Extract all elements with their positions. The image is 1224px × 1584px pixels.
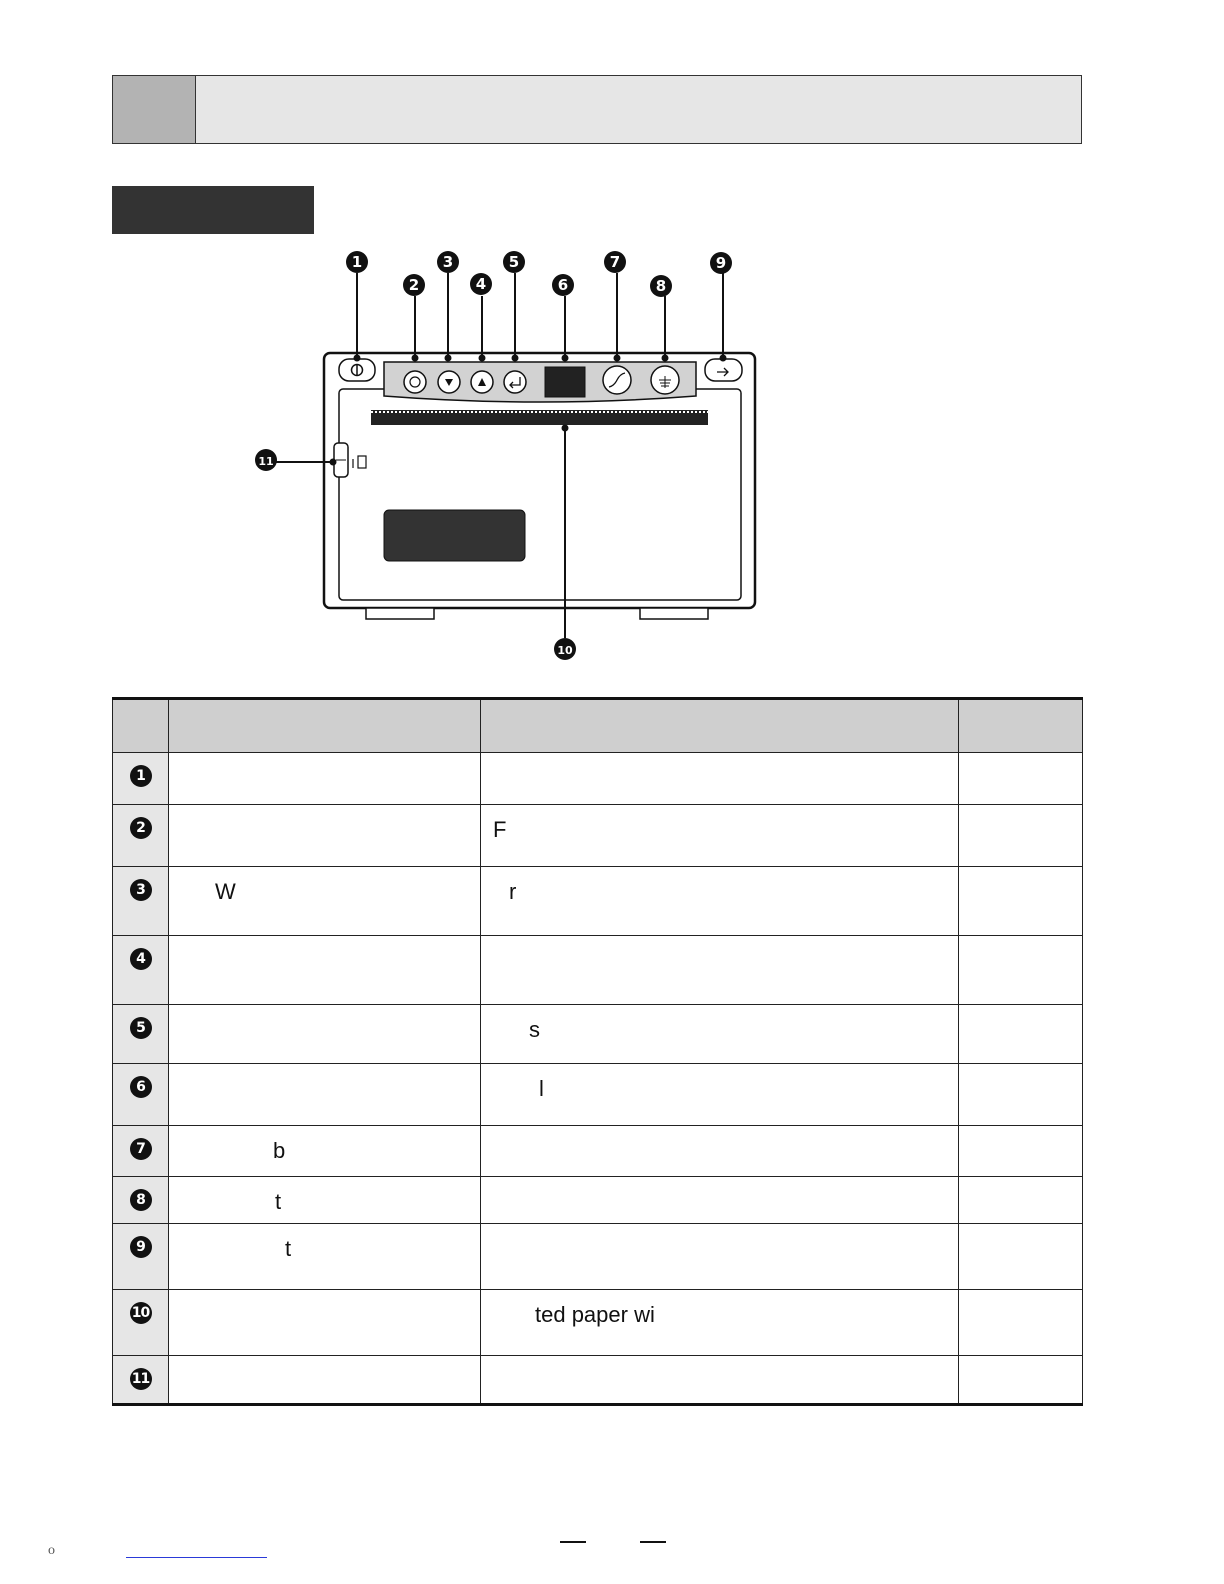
table-row <box>113 1290 1083 1356</box>
footer-dash-right <box>640 1541 666 1543</box>
part-function <box>481 1290 959 1356</box>
row-number <box>113 936 169 1005</box>
reference-page-text <box>959 867 1082 879</box>
part-name-text <box>169 936 480 948</box>
part-function <box>481 753 959 805</box>
door-open-button <box>705 359 742 381</box>
reference-page-text <box>959 1290 1082 1302</box>
row-number-text: 1 <box>130 765 152 787</box>
row-number-text: 8 <box>130 1189 152 1211</box>
display-window <box>545 367 585 397</box>
part-name-text <box>169 1005 480 1017</box>
row-number-text: 7 <box>130 1138 152 1160</box>
callout-2: 2 <box>408 276 420 294</box>
part-name-text <box>169 1356 480 1368</box>
row-number <box>113 805 169 867</box>
reference-page <box>959 753 1083 805</box>
row-number-text: 2 <box>130 817 152 839</box>
part-name-text <box>169 753 480 765</box>
part-name <box>169 1005 481 1064</box>
part-function-text <box>481 936 958 948</box>
reference-page-text <box>959 936 1082 948</box>
row-number-text: 5 <box>130 1017 152 1039</box>
part-name-text: t <box>285 1236 292 1261</box>
table-row <box>113 805 1083 867</box>
part-name <box>169 753 481 805</box>
row-number <box>113 1356 169 1405</box>
header-tab <box>113 76 196 143</box>
reference-page <box>959 1290 1083 1356</box>
part-name-text: b <box>273 1138 286 1163</box>
part-function-text <box>481 1224 958 1236</box>
part-function-text <box>481 753 958 765</box>
footer-dash-left <box>560 1541 586 1543</box>
part-name-text: t <box>275 1189 282 1214</box>
part-function <box>481 1356 959 1405</box>
part-function-text: ted paper wi <box>535 1302 655 1327</box>
reference-page-text <box>959 1224 1082 1236</box>
section-tab <box>112 186 314 234</box>
table-row <box>113 867 1083 936</box>
part-name-text: W <box>215 879 236 904</box>
row-number <box>113 1224 169 1290</box>
table-row <box>113 753 1083 805</box>
reference-page-text <box>959 753 1082 765</box>
part-function <box>481 1224 959 1290</box>
callout-1: 1 <box>351 253 363 271</box>
reference-page <box>959 1177 1083 1224</box>
row-number-text: 9 <box>130 1236 152 1258</box>
reference-page <box>959 1064 1083 1126</box>
reference-page <box>959 805 1083 867</box>
row-number-text: 10 <box>130 1302 152 1324</box>
footer-corner-mark: o <box>48 1543 55 1558</box>
row-number <box>113 1177 169 1224</box>
part-function-text: r <box>509 879 517 904</box>
table-row <box>113 1224 1083 1290</box>
part-function <box>481 867 959 936</box>
callout-9: 9 <box>715 254 727 272</box>
table-row <box>113 1356 1083 1405</box>
part-function <box>481 1177 959 1224</box>
part-name-text <box>169 1290 480 1302</box>
button-2 <box>404 371 426 393</box>
header-page <box>959 699 1083 753</box>
parts-table <box>112 697 1083 1406</box>
part-function-text: l <box>539 1076 544 1101</box>
row-number <box>113 1064 169 1126</box>
footer-link-underline[interactable] <box>126 1557 267 1558</box>
part-name <box>169 1290 481 1356</box>
left-foot <box>366 608 434 619</box>
reference-page <box>959 867 1083 936</box>
row-number <box>113 1290 169 1356</box>
row-number-text: 3 <box>130 879 152 901</box>
header-band <box>112 75 1082 144</box>
callout-11: 11 <box>258 455 274 468</box>
callout-6: 6 <box>557 276 569 294</box>
table-row <box>113 1177 1083 1224</box>
reference-page-text <box>959 1126 1082 1138</box>
header-num <box>113 699 169 753</box>
button-5 <box>504 371 526 393</box>
reference-page <box>959 936 1083 1005</box>
reference-page-text <box>959 1005 1082 1017</box>
part-name <box>169 1177 481 1224</box>
part-name-text <box>169 805 480 817</box>
part-function <box>481 1064 959 1126</box>
label-plate <box>384 510 525 561</box>
reference-page-text <box>959 1064 1082 1076</box>
header-name <box>169 699 481 753</box>
part-function-text <box>481 1356 958 1368</box>
part-function-text: s <box>529 1017 540 1042</box>
reference-page <box>959 1005 1083 1064</box>
table-header-row <box>113 699 1083 753</box>
callout-5: 5 <box>508 253 520 271</box>
part-function-text <box>481 1177 958 1189</box>
reference-page <box>959 1356 1083 1405</box>
part-function <box>481 805 959 867</box>
callout-4: 4 <box>475 275 487 293</box>
row-number-text: 11 <box>130 1368 152 1390</box>
callout-10: 10 <box>557 644 573 657</box>
row-number-text: 6 <box>130 1076 152 1098</box>
table-row <box>113 936 1083 1005</box>
part-name-text <box>169 1064 480 1076</box>
row-number <box>113 1005 169 1064</box>
reference-page-text <box>959 805 1082 817</box>
callout-7: 7 <box>609 253 621 271</box>
reference-page-text <box>959 1177 1082 1189</box>
right-foot <box>640 608 708 619</box>
part-function <box>481 1126 959 1177</box>
control-panel <box>384 362 696 402</box>
printer-front-diagram <box>240 245 780 670</box>
part-function <box>481 1005 959 1064</box>
part-name <box>169 1064 481 1126</box>
part-function-text: F <box>493 817 507 842</box>
part-name <box>169 805 481 867</box>
header-function <box>481 699 959 753</box>
reference-page <box>959 1224 1083 1290</box>
part-name <box>169 867 481 936</box>
table-row <box>113 1126 1083 1177</box>
part-name <box>169 1356 481 1405</box>
callout-8: 8 <box>655 277 667 295</box>
part-function-text <box>481 1126 958 1138</box>
reference-page <box>959 1126 1083 1177</box>
row-number-text: 4 <box>130 948 152 970</box>
part-name <box>169 1126 481 1177</box>
part-function <box>481 936 959 1005</box>
row-number <box>113 1126 169 1177</box>
callout-3: 3 <box>442 253 454 271</box>
part-name <box>169 936 481 1005</box>
row-number <box>113 753 169 805</box>
part-name <box>169 1224 481 1290</box>
reference-page-text <box>959 1356 1082 1368</box>
table-row <box>113 1064 1083 1126</box>
row-number <box>113 867 169 936</box>
table-row <box>113 1005 1083 1064</box>
